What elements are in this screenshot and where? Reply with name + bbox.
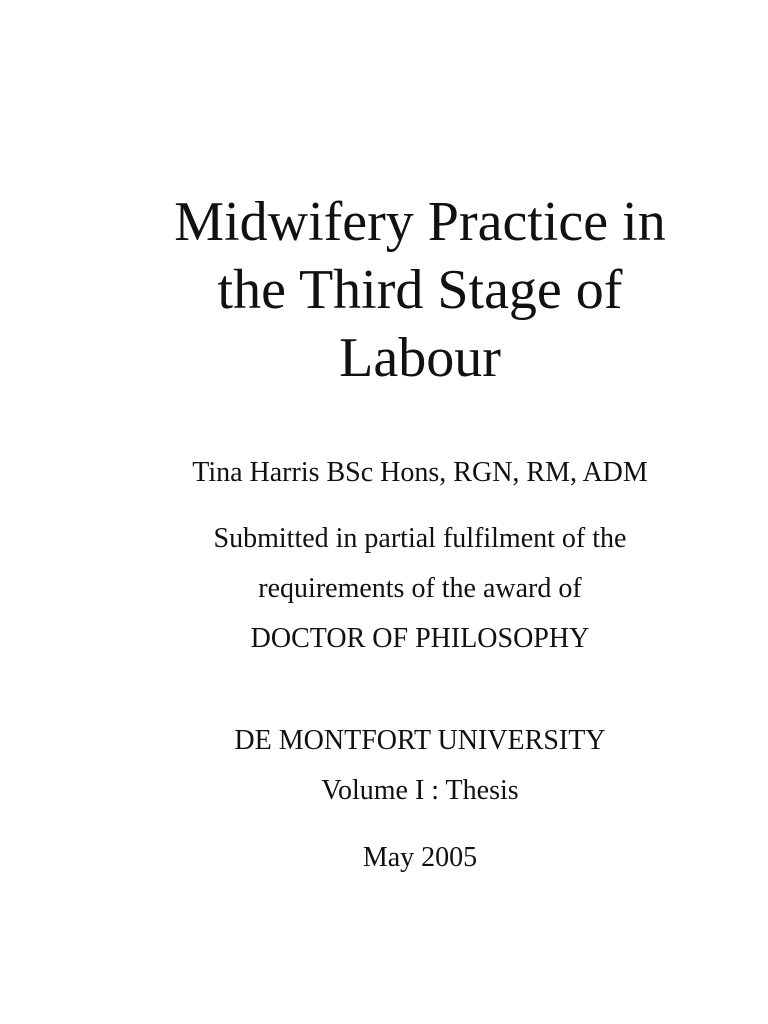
- date-line: May 2005: [362, 842, 478, 873]
- submission-line-1: Submitted in partial fulfilment of the: [213, 523, 627, 554]
- institution-line: DE MONTFORT UNIVERSITY: [234, 725, 606, 756]
- degree-line: DOCTOR OF PHILOSOPHY: [250, 623, 590, 654]
- author-line: Tina Harris BSc Hons, RGN, RM, ADM: [192, 457, 648, 488]
- title-line-1: Midwifery Practice in: [174, 191, 666, 253]
- submission-line-2: requirements of the award of: [258, 573, 582, 604]
- title-line-3: Labour: [339, 327, 501, 389]
- title-line-2: the Third Stage of: [217, 259, 623, 321]
- volume-line: Volume I : Thesis: [321, 775, 519, 806]
